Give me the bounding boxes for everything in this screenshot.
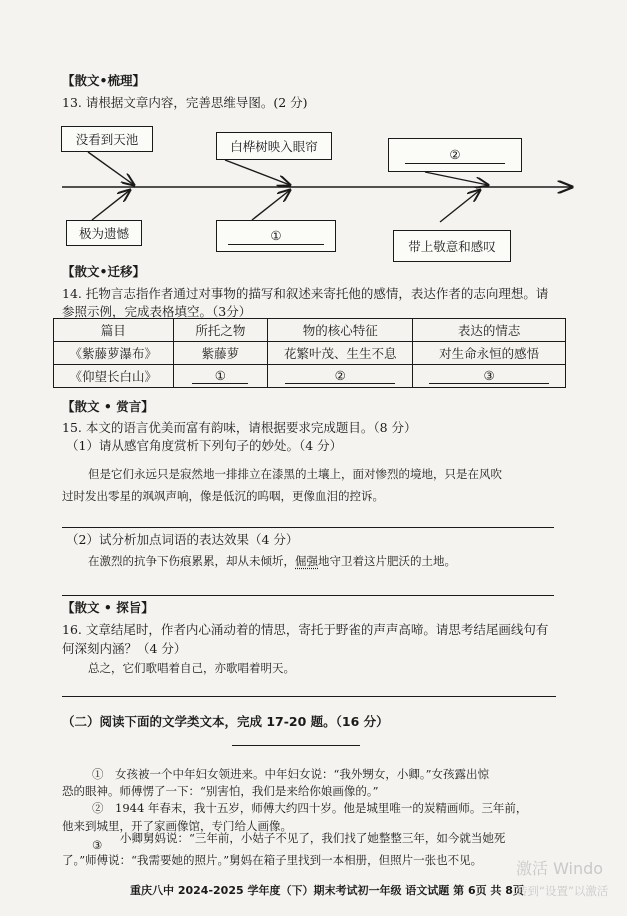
answer-line-15-2 bbox=[62, 595, 554, 596]
mindmap-box-bot3: 带上敬意和感叹 bbox=[393, 230, 511, 262]
answer-line-15-1 bbox=[62, 527, 554, 528]
activation-watermark-line1: 激活 Windo bbox=[516, 859, 604, 878]
table-row bbox=[54, 342, 566, 365]
question-15: 15. 本文的语言优美而富有韵味，请根据要求完成题目。（8 分） bbox=[62, 420, 417, 435]
passage-para1-line2: 恐的眼神。师傅愣了一下：“别害怕，我们是来给你娘画像的。” bbox=[62, 784, 379, 798]
section-tag-sort: 【散文•梳理】 bbox=[62, 73, 145, 88]
reading-section-title: （二）阅读下面的文学类文本，完成 17-20 题。（16 分） bbox=[62, 714, 389, 729]
mindmap-box-top1: 没看到天池 bbox=[61, 126, 153, 152]
passage-para2-line1: ② 1944 年春末，我十五岁，师傅大约四十岁。他是城里唯一的炭精画师。三年前， bbox=[92, 801, 528, 815]
question-13: 13. 请根据文章内容，完善思维导图。(2 分) bbox=[62, 95, 308, 110]
quote-16: 总之，它们歌唱着自己，亦歌唱着明天。 bbox=[88, 661, 295, 675]
table-header: 物的核心特征 bbox=[268, 319, 413, 342]
blank-cell-1: ① bbox=[192, 368, 248, 384]
table-row bbox=[54, 365, 566, 388]
table-cell: 花繁叶茂、生生不息 bbox=[268, 342, 413, 365]
table-header-row bbox=[54, 319, 566, 342]
mindmap-box-bot2 bbox=[216, 220, 336, 252]
table-cell: 对生命永恒的感悟 bbox=[413, 342, 566, 365]
question-14-line1: 14. 托物言志指作者通过对事物的描写和叙述来寄托他的感情，表达作者的志向理想。请 bbox=[62, 286, 549, 301]
quote-15-2 bbox=[88, 553, 456, 569]
mindmap-box-bot1: 极为遗憾 bbox=[66, 220, 142, 246]
mindmap-box-top3 bbox=[388, 138, 522, 172]
page-footer: 重庆八中 2024-2025 学年度（下）期末考试初一年级 语文试题 第 6页 共 8页 bbox=[130, 884, 524, 897]
connector-top2 bbox=[225, 160, 290, 185]
section-tag-transfer: 【散文•迁移】 bbox=[62, 264, 145, 279]
activation-watermark-line2: 转到“设置”以激活 bbox=[516, 884, 609, 898]
table-cell bbox=[173, 365, 268, 388]
table-cell: 《仰望长白山》 bbox=[54, 365, 174, 388]
blank-cell-3: ③ bbox=[429, 368, 549, 384]
dotted-word: 倔强 bbox=[295, 554, 318, 568]
table-cell: 紫藤萝 bbox=[173, 342, 268, 365]
quote-15-2-post: 地守卫着这片肥沃的土地。 bbox=[318, 554, 456, 568]
passage-para3-line2: 了。”师傅说：“我需要她的照片。”舅妈在箱子里找到一本相册，但照片一张也不见。 bbox=[62, 853, 483, 867]
passage-para2-line2: 他来到城里，开了家画像馆，专门给人画像。 bbox=[62, 819, 292, 833]
section-tag-appreciate: 【散文 • 赏言】 bbox=[62, 399, 154, 414]
quote-15-1-line2: 过时发出零星的飒飒声响，像是低沉的呜咽，更像血泪的控诉。 bbox=[62, 489, 384, 503]
question-14-line2: 参照示例，完成表格填空。（3分） bbox=[62, 304, 252, 319]
quote-15-2-pre: 在激烈的抗争下伤痕累累，却从未倾圻， bbox=[88, 554, 295, 568]
connector-bot1 bbox=[92, 190, 130, 220]
quote-15-1-line1: 但是它们永远只是寂然地一排排立在漆黑的土壤上，面对惨烈的境地，只是在风吹 bbox=[88, 467, 502, 481]
table-header: 所托之物 bbox=[173, 319, 268, 342]
fill-in-table bbox=[53, 318, 566, 388]
connector-top1 bbox=[88, 152, 134, 185]
table-cell: 《紫藤萝瀑布》 bbox=[54, 342, 174, 365]
passage-para3-line1: 小卿舅妈说：“三年前，小姑子不见了，我们找了她整整三年，如今就当她死 bbox=[120, 831, 506, 845]
table-header: 篇目 bbox=[54, 319, 174, 342]
connector-bot2 bbox=[252, 190, 290, 220]
table-cell bbox=[413, 365, 566, 388]
connector-top3 bbox=[425, 172, 488, 185]
mindmap-box-top2: 白桦树映入眼帘 bbox=[216, 132, 332, 160]
passage-para1-line1: ① 女孩被一个中年妇女领进来。中年妇女说：“我外甥女，小卿。”女孩露出惊 bbox=[92, 767, 490, 781]
question-15-2: （2）试分析加点词语的表达效果（4 分） bbox=[66, 532, 299, 547]
passage-para3-number: ③ bbox=[92, 838, 103, 852]
connector-bot3 bbox=[440, 190, 480, 222]
passage-title-underline bbox=[232, 745, 360, 746]
answer-line-16 bbox=[62, 696, 556, 697]
section-tag-theme: 【散文 • 探旨】 bbox=[62, 600, 154, 615]
table-cell bbox=[268, 365, 413, 388]
blank-1: ① bbox=[228, 228, 324, 245]
question-15-1: （1）请从感官角度赏析下列句子的妙处。（4 分） bbox=[66, 438, 343, 453]
question-16-line1: 16. 文章结尾时，作者内心涌动着的情思，寄托于野雀的声声高啼。请思考结尾画线句有 bbox=[62, 622, 549, 637]
table-header: 表达的情志 bbox=[413, 319, 566, 342]
blank-cell-2: ② bbox=[285, 368, 395, 384]
question-16-line2: 何深刻内涵？（4 分） bbox=[62, 641, 187, 656]
blank-2: ② bbox=[405, 147, 505, 164]
